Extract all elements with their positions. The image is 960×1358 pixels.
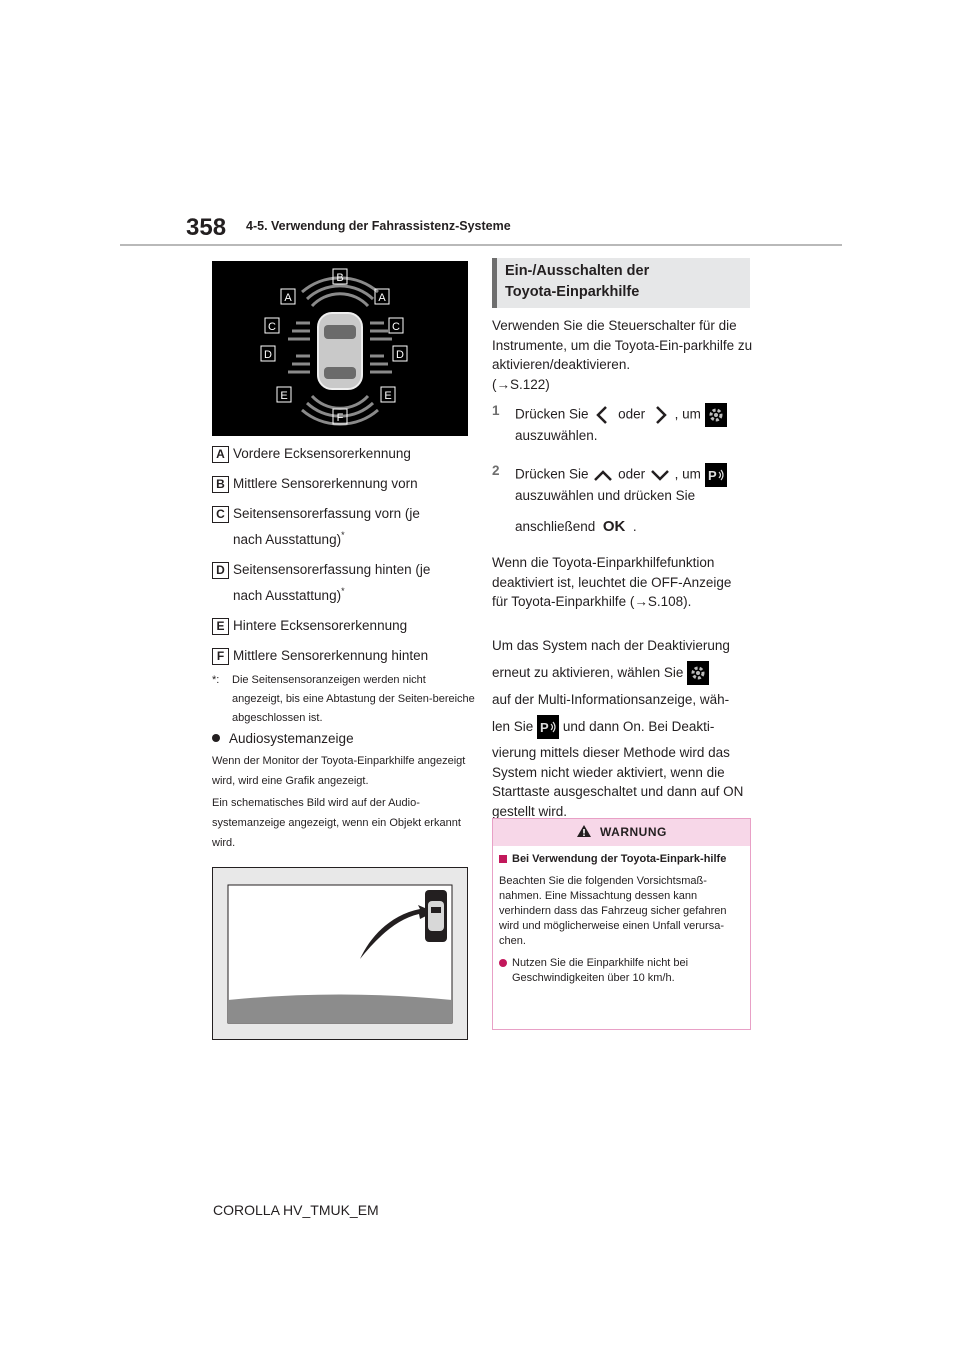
chevron-down-icon (649, 467, 671, 483)
warning-header (493, 819, 750, 846)
step-2-text-f: . (632, 519, 637, 534)
warning-triangle-icon (576, 824, 592, 838)
ok-button-icon: OK (602, 518, 626, 535)
section-heading-line-2: Toyota-Einparkhilfe (505, 284, 640, 300)
legend-text-continued: nach Ausstattung)* (233, 586, 345, 603)
legend-item (212, 501, 482, 553)
legend-text-continued: nach Ausstattung)* (233, 530, 345, 547)
off-indicator-paragraph: Wenn die Toyota-Einparkhilfefunktion deaktiviert ist, leuchtet die OFF-Anzeige für Toyota-Einparkhilfe (→S.108). (492, 555, 732, 609)
settings-gear-icon (705, 403, 727, 427)
intro-reference: (→S.122) (492, 376, 550, 392)
legend-item (212, 441, 482, 467)
sensor-diagram (212, 261, 468, 436)
warning-box (492, 818, 751, 1030)
chevron-right-icon (649, 404, 671, 426)
footnote (212, 671, 477, 728)
step-1-text-c: , um (674, 406, 701, 422)
svg-text:P: P (540, 720, 549, 736)
reactivate-line-d: len Sie P und dann On. Bei Deakti- (492, 713, 754, 740)
legend-text: Hintere Ecksensorerkennung (233, 618, 408, 633)
sensor-label: C (392, 321, 400, 333)
svg-text:P: P (707, 468, 717, 483)
step-1-number: 1 (492, 403, 500, 418)
parking-assist-icon (705, 463, 727, 487)
legend-text: Mittlere Sensorerkennung vorn (233, 476, 418, 491)
step-2 (492, 458, 754, 538)
legend-item (212, 471, 482, 497)
reactivate-line-a: Um das System nach der Deaktivierung (492, 638, 730, 653)
sensor-label: E (384, 390, 392, 402)
audio-heading (212, 731, 354, 746)
sensor-label: D (396, 349, 404, 361)
circle-bullet-icon (499, 959, 507, 967)
chapter-title: 4-5. Verwendung der Fahrassistenz-Systeme (246, 219, 511, 233)
sensor-label: A (284, 292, 292, 304)
audio-para-1: Wenn der Monitor der Toyota-Einparkhilfe angezeigt wird, wird eine Grafik angezeigt. (212, 755, 466, 787)
sensor-label: F (336, 412, 344, 424)
audio-heading-text: Audiosystemanzeige (229, 731, 354, 746)
step-1-text-a: Drücken Sie (515, 406, 589, 422)
chevron-up-icon (592, 467, 614, 483)
header-rule (120, 244, 842, 246)
intro-paragraph (492, 316, 754, 394)
legend-letter: F (212, 648, 229, 665)
footnote-marker: * (341, 586, 345, 596)
warning-title: WARNUNG (600, 825, 667, 839)
legend-item (212, 613, 482, 639)
legend-letter: E (212, 618, 229, 635)
settings-gear-icon (687, 661, 709, 685)
section-heading (492, 258, 750, 308)
step-2-text-c: , um (674, 466, 701, 482)
legend-letter: C (212, 506, 229, 523)
reactivate-line-c: auf der Multi-Informationsanzeige, wäh- (492, 692, 730, 707)
warning-subheading: Bei Verwendung der Toyota-Einpark-hilfe (499, 852, 744, 867)
footnote-marker: * (341, 530, 345, 540)
bullet-dot-icon (212, 734, 220, 742)
step-1-text-b: oder (618, 406, 646, 422)
warning-text: Beachten Sie die folgenden Vorsichtsmaß-nahmen. Eine Missachtung dessen kann verhindern dass das Fahrzeug sicher gefahren wird und möglicherweise einen Unfall verursa-chen. (499, 875, 727, 947)
legend-text: Seitensensorerfassung vorn (je (233, 506, 420, 521)
step-2-text-a: Drücken Sie (515, 466, 589, 482)
footnote-mark: *: (212, 674, 220, 686)
intro-text: Verwenden Sie die Steuerschalter für die Instrumente, um die Toyota-Ein-parkhilfe zu aktivieren/deaktivieren. (492, 318, 753, 372)
footnote-text: Die Seitensensoranzeigen werden nicht angezeigt, bis eine Abtastung der Seiten-bereiche abgeschlossen ist. (232, 674, 475, 724)
reactivate-paragraph (492, 632, 754, 821)
sensor-label: D (264, 349, 272, 361)
square-bullet-icon (499, 855, 507, 863)
reactivate-line-b: erneut zu aktivieren, wählen Sie (492, 659, 754, 686)
step-2-number: 2 (492, 463, 500, 478)
step-2-text-b: oder (618, 466, 646, 482)
sensor-legend (212, 441, 482, 728)
audio-display-svg (212, 867, 468, 1040)
step-2-text-d: auszuwählen und drücken Sie (515, 488, 696, 503)
legend-item (212, 643, 482, 669)
sensor-label: B (336, 272, 344, 284)
step-1 (492, 398, 754, 450)
legend-item (212, 557, 482, 609)
legend-text: Vordere Ecksensorerkennung (233, 446, 411, 461)
step-2-text-e: anschließend (515, 519, 596, 534)
warning-bullet: Nutzen Sie die Einparkhilfe nicht bei Geschwindigkeiten über 10 km/h. (499, 956, 744, 986)
audio-display-figure (212, 867, 468, 1040)
legend-letter: D (212, 562, 229, 579)
sensor-label: A (378, 292, 386, 304)
warning-body (493, 846, 750, 986)
legend-letter: A (212, 446, 229, 463)
legend-text: Mittlere Sensorerkennung hinten (233, 648, 429, 663)
step-1-text-d: auszuwählen. (515, 428, 598, 443)
legend-text: Seitensensorerfassung hinten (je (233, 562, 431, 577)
sensor-label: E (280, 390, 288, 402)
chevron-left-icon (592, 404, 614, 426)
parking-assist-icon (537, 715, 559, 739)
section-heading-line-1: Ein-/Ausschalten der (505, 263, 650, 279)
sensor-label: C (268, 321, 276, 333)
audio-para-2: Ein schematisches Bild wird auf der Audio-systemanzeige angezeigt, wenn ein Objekt erkannt wird. (212, 797, 461, 849)
sensor-diagram-svg (212, 261, 468, 436)
footer-model-code: COROLLA HV_TMUK_EM (213, 1202, 379, 1218)
legend-letter: B (212, 476, 229, 493)
reactivate-line-e: vierung mittels dieser Methode wird das System nicht wieder aktiviert, wenn die Starttaste ausgeschaltet und dann auf ON gestellt wird. (492, 745, 744, 819)
page-number: 358 (186, 214, 227, 241)
